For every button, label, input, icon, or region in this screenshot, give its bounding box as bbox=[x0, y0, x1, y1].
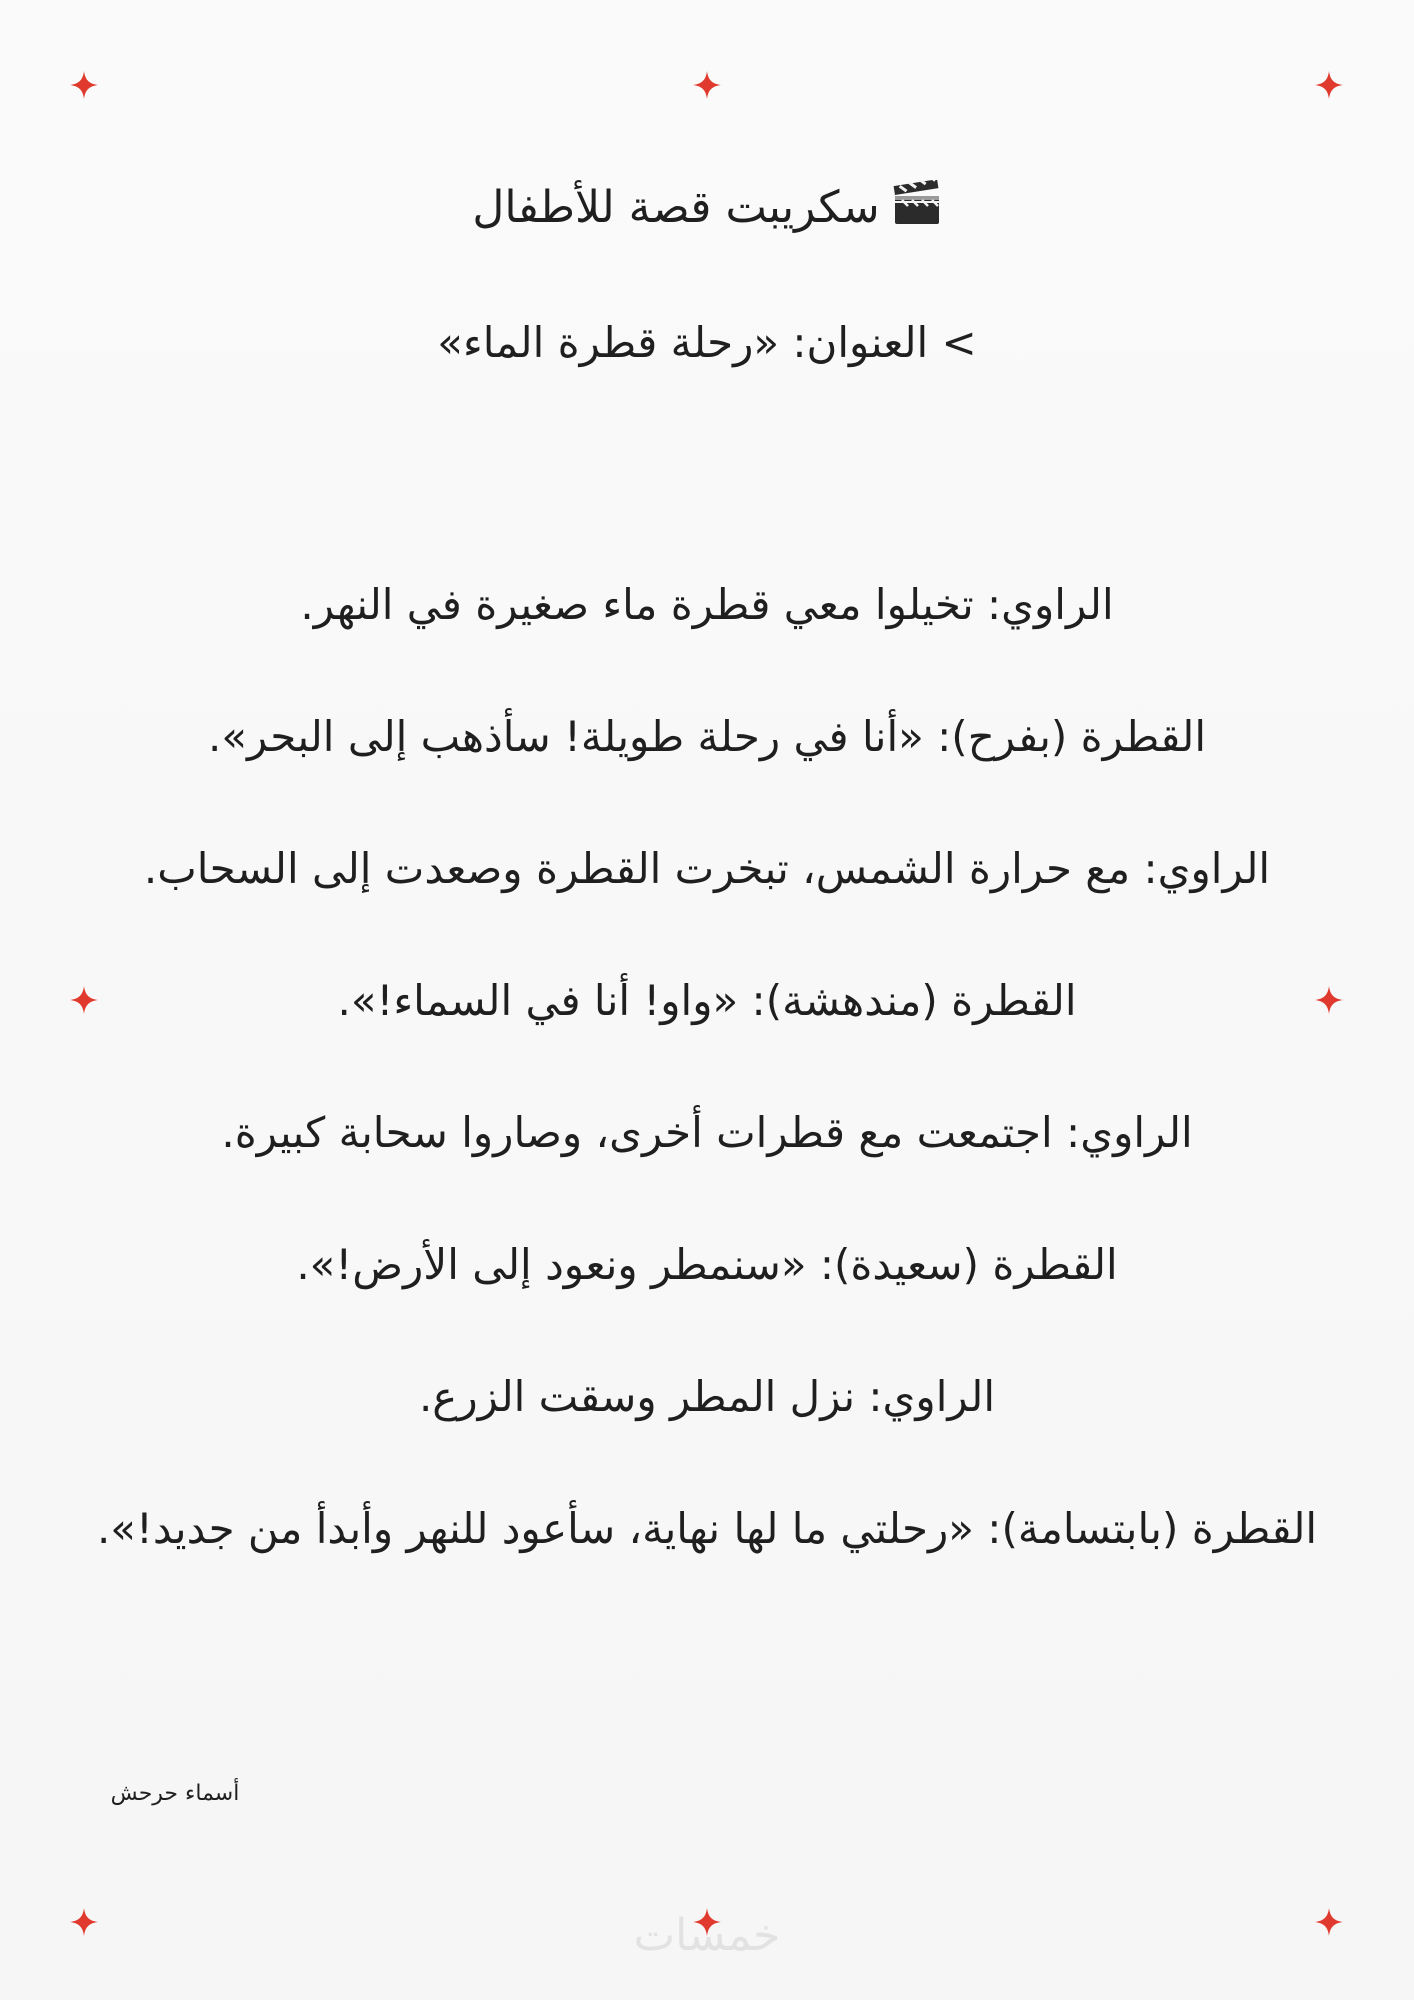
four-point-star-icon bbox=[69, 70, 99, 100]
script-line: الراوي: نزل المطر وسقت الزرع. bbox=[418, 1372, 996, 1421]
four-point-star-icon bbox=[692, 70, 722, 100]
script-line: الراوي: مع حرارة الشمس، تبخرت القطرة وصعدت إلى السحاب. bbox=[143, 844, 1271, 893]
title-text: سكريبت قصة للأطفال bbox=[472, 182, 880, 233]
script-line: القطرة (مندهشة): «واو! أنا في السماء!». bbox=[337, 976, 1077, 1025]
script-line: القطرة (بفرح): «أنا في رحلة طويلة! سأذهب إلى البحر». bbox=[208, 712, 1206, 761]
author-name: أسماء حرحش bbox=[110, 1781, 240, 1806]
script-line: الراوي: تخيلوا معي قطرة ماء صغيرة في النهر. bbox=[300, 580, 1114, 629]
script-line: الراوي: اجتمعت مع قطرات أخرى، وصاروا سحابة كبيرة. bbox=[221, 1108, 1193, 1157]
clapperboard-icon bbox=[892, 180, 942, 237]
script-line: القطرة (سعيدة): «سنمطر ونعود إلى الأرض!». bbox=[296, 1240, 1118, 1289]
script-line: القطرة (بابتسامة): «رحلتي ما لها نهاية، سأعود للنهر وأبدأ من جديد!». bbox=[96, 1504, 1318, 1553]
watermark: خمسات bbox=[633, 1910, 781, 1961]
story-title: > العنوان: «رحلة قطرة الماء» bbox=[437, 318, 977, 367]
page-title bbox=[0, 180, 1414, 237]
four-point-star-icon bbox=[1314, 70, 1344, 100]
